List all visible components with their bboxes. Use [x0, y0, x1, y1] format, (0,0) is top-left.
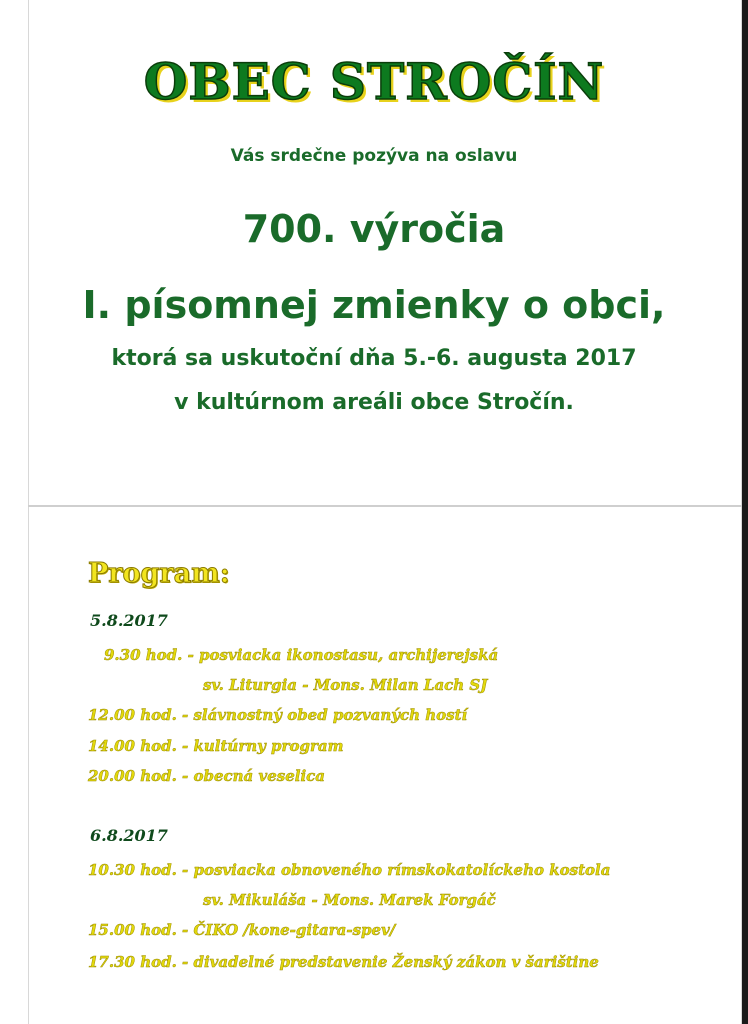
program-item: 10.30 hod. - posviacka obnoveného rímskokatolíckeho kostola: [88, 861, 611, 879]
invitation-subtitle: Vás srdečne pozýva na oslavu: [230, 146, 518, 166]
program-item-continuation: sv. Mikuláša - Mons. Marek Forgáč: [203, 891, 496, 909]
program-heading: Program:: [88, 558, 230, 589]
anniversary-heading: 700. výročia: [242, 207, 506, 251]
day-date: 6.8.2017: [90, 826, 168, 845]
program-item: 12.00 hod. - slávnostný obed pozvaných hostí: [88, 706, 468, 724]
program-item: 9.30 hod. - posviacka ikonostasu, archijerejská: [104, 646, 499, 664]
event-date-line: ktorá sa uskutoční dňa 5.-6. augusta 2017: [111, 346, 637, 371]
program-item: 17.30 hod. - divadelné predstavenie Ženský zákon v šarištine: [88, 953, 599, 971]
program-item: 20.00 hod. - obecná veselica: [88, 767, 325, 785]
program-item: 15.00 hod. - ČIKO /kone-gitara-spev/: [88, 921, 396, 939]
village-title: OBEC STROČÍN: [143, 52, 605, 111]
program-item-continuation: sv. Liturgia - Mons. Milan Lach SJ: [203, 676, 488, 694]
mention-heading: I. písomnej zmienky o obci,: [82, 283, 666, 327]
day-date: 5.8.2017: [90, 611, 168, 630]
program-item: 14.00 hod. - kultúrny program: [88, 737, 344, 755]
event-place-line: v kultúrnom areáli obce Stročín.: [174, 390, 574, 415]
